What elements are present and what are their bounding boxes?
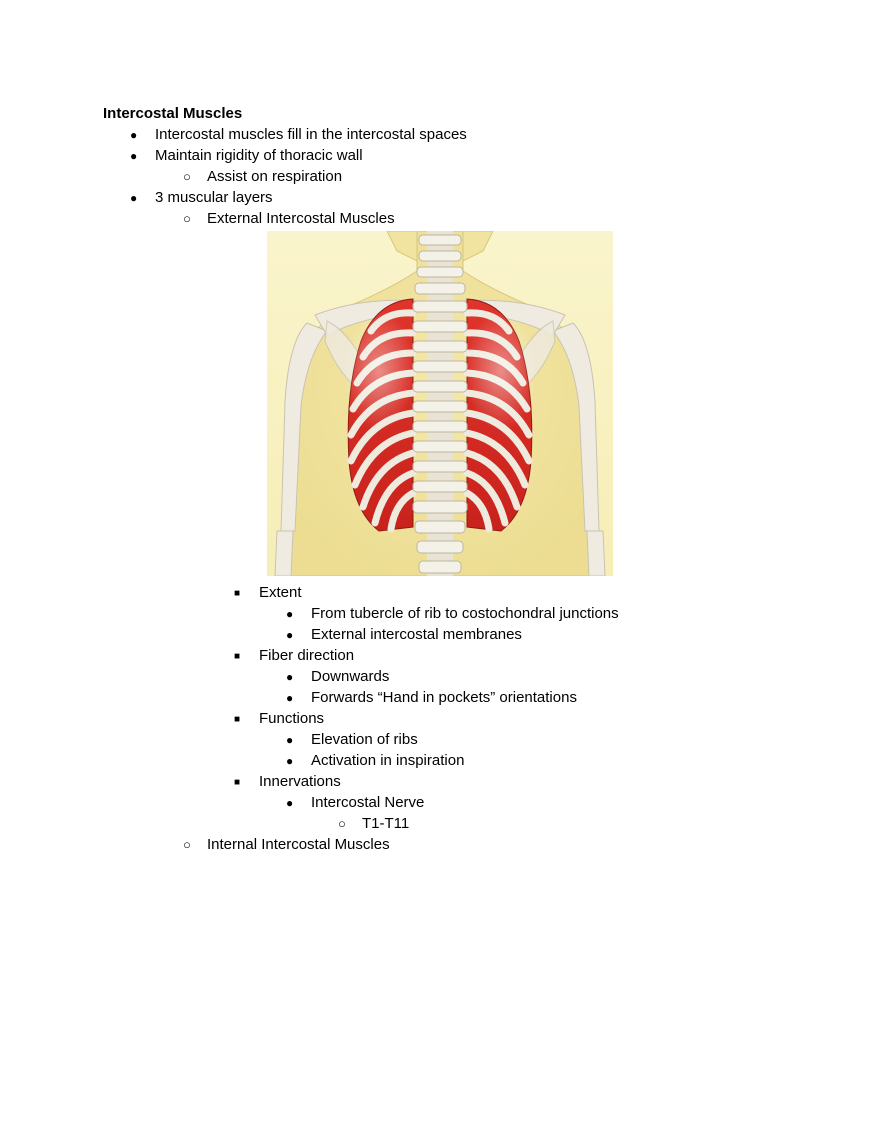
list-item: Elevation of ribs [311,731,418,748]
bullet-marker: ● [286,754,294,768]
list-item: Intercostal muscles fill in the intercostal spaces [155,126,467,143]
list-item: Maintain rigidity of thoracic wall [155,147,363,164]
bullet-marker: ● [130,149,138,163]
section-heading: Intercostal Muscles [103,105,243,122]
list-item: Innervations [259,773,341,790]
list-item: Functions [259,710,325,727]
bullet-marker: ■ [234,714,241,725]
bullet-marker: ○ [183,211,191,226]
bullet-marker: ● [286,691,294,705]
intercostal-muscles-illustration [267,231,613,576]
list-item: Intercostal Nerve [311,794,425,811]
list-item: Assist on respiration [207,168,343,185]
list-item: Extent [259,584,302,601]
bullet-marker: ○ [183,169,191,184]
bullet-marker: ● [130,128,138,142]
list-item: From tubercle of rib to costochondral junctions [311,605,619,622]
list-item: 3 muscular layers [155,189,273,206]
bullet-marker: ○ [338,816,346,831]
list-item: External intercostal membranes [311,626,522,643]
bullet-marker: ● [286,628,294,642]
bullet-marker: ○ [183,837,191,852]
bullet-marker: ■ [234,777,241,788]
list-item: Fiber direction [259,647,355,664]
list-item: Downwards [311,668,390,685]
bullet-marker: ● [286,796,294,810]
bullet-marker: ● [286,733,294,747]
list-item: Internal Intercostal Muscles [207,836,390,853]
list-item: Forwards “Hand in pockets” orientations [311,689,577,706]
bullet-marker: ■ [234,588,241,599]
list-item: Activation in inspiration [311,752,465,769]
list-item: T1-T11 [362,815,410,832]
bullet-marker: ● [286,670,294,684]
bullet-marker: ● [130,191,138,205]
list-item: External Intercostal Muscles [207,210,395,227]
bullet-marker: ● [286,607,294,621]
bullet-marker: ■ [234,651,241,662]
